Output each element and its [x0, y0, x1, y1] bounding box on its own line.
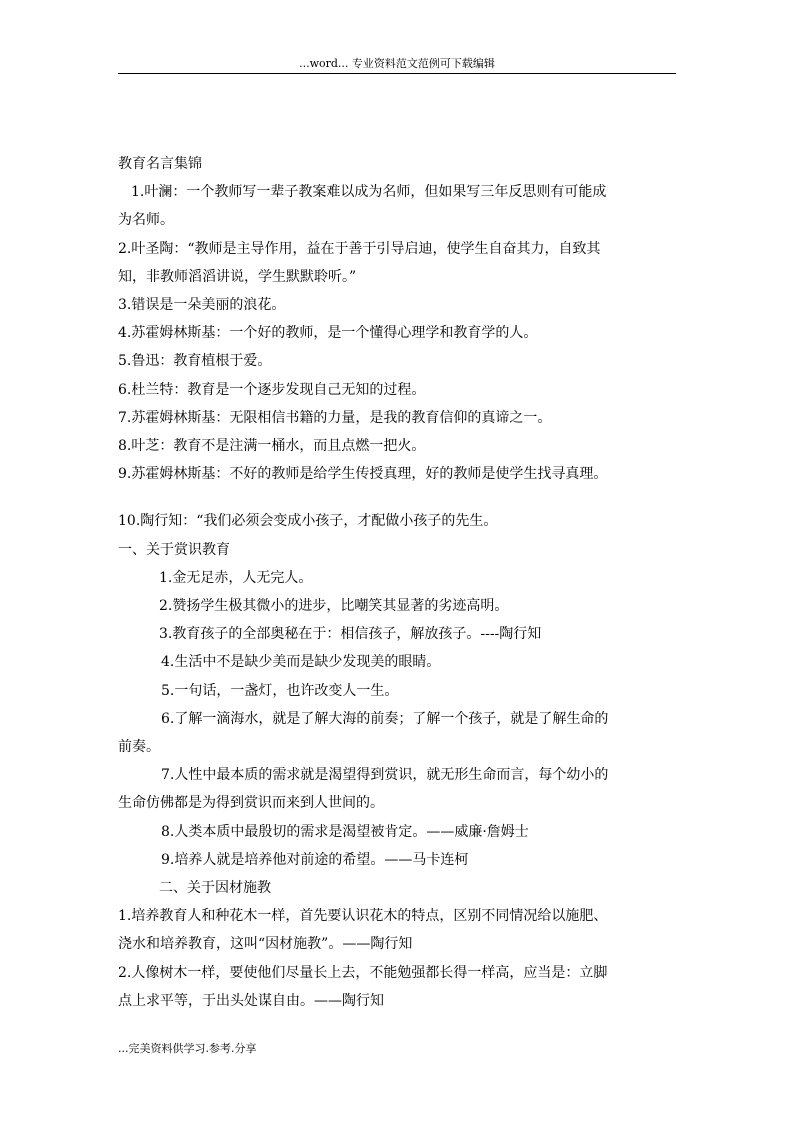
list-item: 5.一句话，一盏灯，也许改变人一生。: [161, 682, 399, 699]
list-item: 2.人像树木一样，要使他们尽量长上去，不能勉强都长得一样高，应当是：立脚: [118, 964, 608, 981]
quote-line: 知，非教师滔滔讲说，学生默默聆听。”: [118, 268, 357, 285]
list-item: 浇水和培养教育，这叫“因材施教”。——陶行知: [118, 936, 413, 953]
section-heading-individualized: 二、关于因材施教: [159, 880, 271, 897]
list-item: 6.了解一滴海水，就是了解大海的前奏；了解一个孩子，就是了解生命的: [161, 710, 609, 727]
list-item: 8.人类本质中最殷切的需求是渴望被肯定。——威廉·詹姆士: [161, 823, 529, 840]
page-header: ...word... 专业资料范文范例可下载编辑: [299, 57, 495, 70]
section-heading-appreciation: 一、关于赏识教育: [118, 541, 230, 558]
quote-line: 5.鲁迅：教育植根于爱。: [118, 353, 272, 370]
list-item: 4.生活中不是缺少美而是缺少发现美的眼睛。: [161, 654, 441, 671]
quote-line: 3.错误是一朵美丽的浪花。: [118, 297, 286, 314]
list-item: 7.人性中最本质的需求就是渴望得到赏识，就无形生命而言，每个幼小的: [161, 767, 609, 784]
list-item: 9.培养人就是培养他对前途的希望。——马卡连柯: [161, 851, 469, 868]
blank-spacer: [118, 488, 688, 507]
document-title: 教育名言集锦: [118, 156, 202, 172]
quote-line: 7.苏霍姆林斯基：无限相信书籍的力量，是我的教育信仰的真谛之一。: [118, 409, 552, 426]
quote-line: 10.陶行知：“我们必须会变成小孩子，才配做小孩子的先生。: [118, 513, 498, 530]
list-item: 1.金无足赤，人无完人。: [159, 569, 313, 586]
quote-line: 9.苏霍姆林斯基：不好的教师是给学生传授真理，好的教师是使学生找寻真理。: [118, 466, 608, 483]
list-item: 3.教育孩子的全部奥秘在于：相信孩子，解放孩子。----陶行知: [159, 626, 542, 643]
quote-line: 2.叶圣陶：“教师是主导作用，益在于善于引导启迪，使学生自奋其力，自致其: [118, 240, 601, 257]
list-item: 生命仿佛都是为得到赏识而来到人世间的。: [118, 795, 384, 812]
list-item: 2.赞扬学生极其微小的进步，比嘲笑其显著的劣迹高明。: [159, 598, 509, 615]
quote-line: 为名师。: [118, 212, 174, 229]
page-footer: ...完美资料供学习.参考.分享: [118, 1042, 257, 1055]
document-body: [118, 150, 688, 1015]
header-divider: [118, 73, 676, 74]
quote-line: 8.叶芝：教育不是注满一桶水，而且点燃一把火。: [118, 438, 426, 455]
list-item: 点上求平等，于出头处谋自由。——陶行知: [118, 992, 384, 1009]
list-item: 1.培养教育人和种花木一样，首先要认识花木的特点，区别不同情况给以施肥、: [118, 908, 608, 925]
quote-line: 6.杜兰特：教育是一个逐步发现自己无知的过程。: [118, 381, 426, 398]
quote-line: 4.苏霍姆林斯基：一个好的教师，是一个懂得心理学和教育学的人。: [118, 325, 538, 342]
quote-line: 1.叶澜：一个教师写一辈子教案难以成为名师，但如果写三年反思则有可能成: [131, 184, 607, 201]
list-item: 前奏。: [118, 739, 160, 756]
